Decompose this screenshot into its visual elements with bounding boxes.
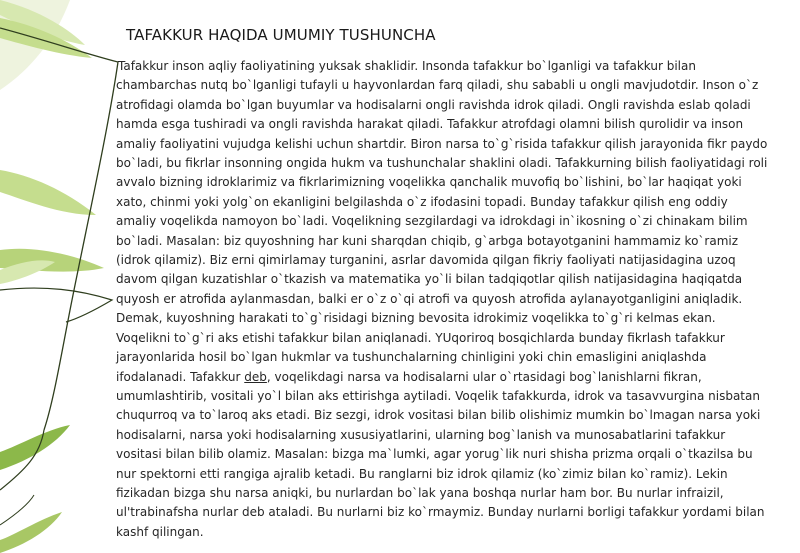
body-paragraph (116, 57, 768, 542)
leaf-shape (0, 425, 70, 470)
stem-line (0, 288, 112, 322)
deb-link[interactable]: deb (244, 369, 267, 384)
stem-line (0, 495, 34, 525)
leaf-shape (0, 170, 96, 215)
slide-title: TAFAKKUR HAQIDA UMUMIY TUSHUNCHA (126, 26, 436, 44)
body-text-part: Tafakkur inson aqliy faoliyatining yuksak shaklidir. Insonda tafakkur bo`lganligi va tafakkur bilan chambarchas nutq bo`lganligi tufayli u hayvonlardan farq qiladi, shu sababli u ongli mavjudotdir. Inson o`z atrofidagi olamda bo`lgan buyumlar va hodisalarni ongli ravishda idrok qiladi. Ongli ravishda eslab qoladi hamda esga tushiradi va ongli ravishda harakat qiladi. Tafakkur atrofdagi olamni bilish qurolidir va inson amaliy faoliyatini vujudga kelishi uchun shartdir. Biron narsa to`g`risida tafakkur qilish jarayonida fikr paydo bo`ladi, bu fikrlar insonning ongida hukm va tushunchalar shaklini oladi. Tafakkurning bilish faoliyatidagi roli avvalo bizning idroklarimiz va fikrlarimizning voqelikka qanchalik muvofiq bo`lishini, bo`lar haqiqat yoki xato, chinmi yoki yolg`on ekanligini belgilashda o`z ifodasini topadi. Bunday tafakkur qilish eng oddiy amaliy voqelikda namoyon bo`ladi. Voqelikning sezgilardagi va idrokdagi in`ikosning o`zi chinakam bilim bo`ladi. Masalan: biz quyoshning har kuni sharqdan chiqib, g`arbga botayotganini hammamiz ko`ramiz (idrok qilamiz). Biz erni qimirlamay turganini, asrlar davomida qilgan fikriy faoliyati natijasidagina uzoq davom qilgan kuzatishlar o`tkazish va matematika yo`li bilan tadqiqotlar qilish natijasidagina haqiqatda quyosh er atrofida aylanmasdan, balki er o`z o`qi atrofi va quyosh atrofida aylanayotganligini aniqladik. Demak, kuyoshning harakati to`g`risidagi bizning bevosita idrokimiz voqelikka to`g`ri kelmas ekan. Voqelikni to`g`ri aks etishi tafakkur bilan aniqlanadi. YUqoriroq bosqichlarda bunday fikrlash tafakkur jarayonlarida hosil bo`lgan hukmlar va tushunchalarning chinligini yoki chin emasligini aniqlashda ifodalanadi. Tafakkur (116, 59, 768, 384)
stem-line (44, 62, 118, 430)
body-text-part: , voqelikdagi narsa va hodisalarni ular o`rtasidagi bog`lanishlarni fikran, umumlashtirib, vositali yo`l bilan aks ettirishga aytiladi. Voqelik tafakkurda, idrok va tasavvurgina nisbatan chuqurroq va to`laroq aks etadi. Biz sezgi, idrok vositasi bilan bilib olishimiz mumkin bo`lmagan narsa yoki hodisalarni, narsa yoki hodisalarning xususiyatlarini, ularning bog`lanish va munosabatlarini tafakkur vositasi bilan bilib olamiz. Masalan: bizga ma`lumki, agar yorug`lik nuri shisha prizma orqali o`tkazilsa bu nur spektorni etti rangiga ajralib ketadi. Bu ranglarni biz idrok qilamiz (ko`zimiz bilan ko`ramiz). Lekin fizikadan bizga shu narsa aniqki, bu nurlardan bo`lak yana boshqa nurlar ham bor. Bu nurlar infraizil, ul'trabinafsha nurlar deb ataladi. Bu nurlarni biz ko`rmaymiz. Bunday nurlarni borligi tafakkur yordami bilan kashf qilingan. (116, 369, 765, 539)
